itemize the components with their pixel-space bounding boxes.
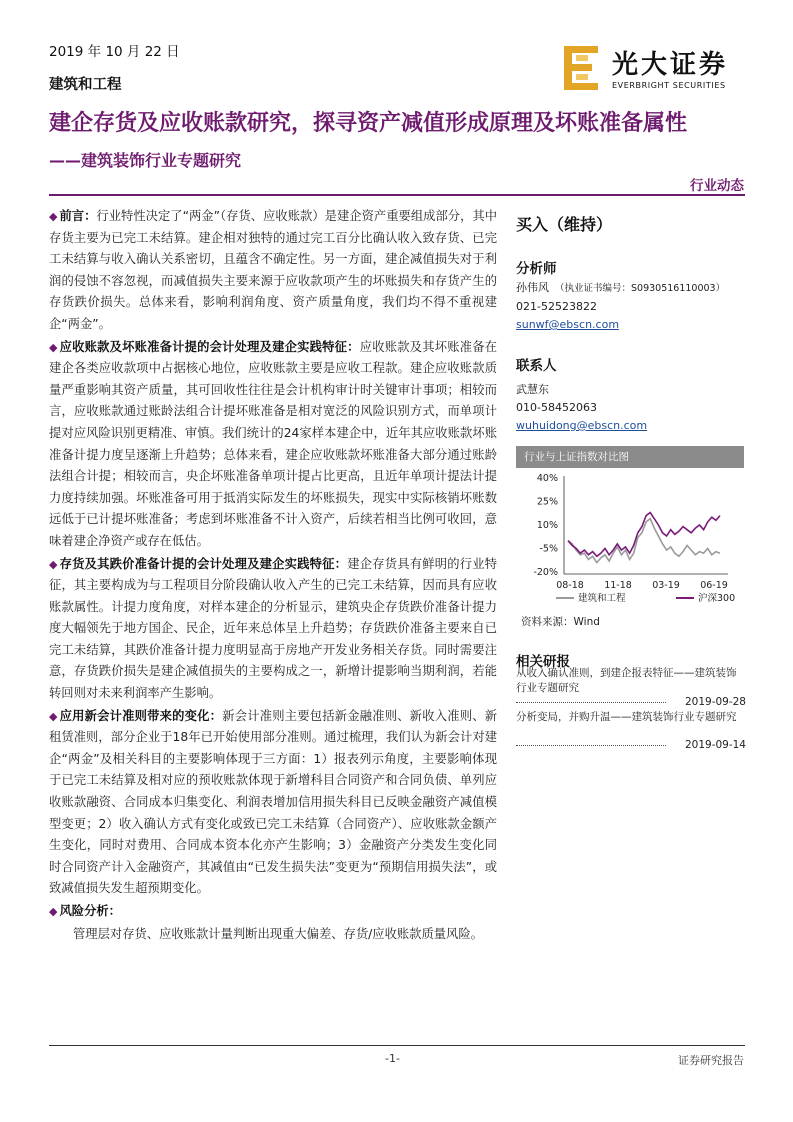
series-line [568,519,720,563]
related-item-title[interactable]: 分析变局，并购升温——建筑装饰行业专题研究 [516,711,737,723]
legend-label: 沪深300 [698,593,736,604]
report-title: 建企存货及应收账款研究，探寻资产减值形成原理及坏账准备属性 [49,111,688,136]
main-body [49,206,497,946]
contact-email-link[interactable]: wuhuidong@ebscn.com [516,419,648,432]
body-paragraph [49,706,497,900]
report-subtitle: ——建筑装饰行业专题研究 [49,151,242,170]
contact-heading: 联系人 [516,358,557,374]
diamond-icon: ◆ [49,557,58,571]
analyst-line [516,280,744,296]
related-heading: 相关研报 [516,654,570,670]
paragraph-lead: 应收账款及坏账准备计提的会计处理及建企实践特征： [59,339,360,354]
report-date: 2019 年 10 月 22 日 [49,44,180,60]
chart-title: 行业与上证指数对比图 [516,446,744,468]
series-line [568,513,720,557]
paragraph-lead: 风险分析： [59,904,121,918]
paragraph-text: 建企存货具有鲜明的行业特征，其主要构成为与工程项目分阶段确认收入产生的已完工未结算，因而具有应收账款属性。计提力度角度，对样本建企的分析显示，建筑央企存货跌价准备计提力度大幅领先于地方国企、民企，近年来总体呈上升趋势；存货跌价准备主要来自已完工未结算，其跌价准备计提力度明显高于房地产开发业务相关存货。同时需要注意，存货跌价损失是建企减值损失的主要构成之一，新增计提影响当期利润，若能转回则对未来利润率产生影响。 [49,556,497,701]
paragraph-lead: 应用新会计准则带来的变化： [59,708,223,723]
diamond-icon: ◆ [49,905,58,918]
related-date-text: 2019-09-28 [684,696,746,708]
brand-name-cn: 光大证券 [612,50,729,80]
brand-name-en: EVERBRIGHT SECURITIES [612,81,726,90]
related-item-date [516,739,746,751]
footer-divider [49,1045,745,1046]
rating: 买入（维持） [516,215,613,234]
y-tick-label: 25% [536,496,558,508]
body-paragraph [49,337,497,553]
leader-dots [516,702,666,703]
brand-mark-icon [558,44,604,92]
body-paragraph [49,901,497,923]
analyst-cert: （执业证书编号：S0930516110003） [555,283,726,294]
y-tick-label: 40% [536,473,558,484]
doc-type-label: 行业动态 [690,178,744,194]
comparison-chart [516,468,744,613]
legend-label: 建筑和工程 [578,593,626,604]
related-date-text: 2019-09-14 [684,739,746,751]
paragraph-text: 应收账款及其坏账准备在建企各类应收款项中占据核心地位，应收账款主要是应收工程款。建企应收账款质量严重影响其资产质量，其可回收性往往是会计机构审计时关键审计事项；相较而言，应收账款通过账龄法组合计提坏账准备是相对宽泛的风险识别方式，而单项计提对应风险识别更精准、审慎。我们统计的24家样本建企中，近年其应收账款坏账准备计提力度呈逐渐上升趋势；总体来看，建企应收账款坏账准备大部分通过账龄法组合计提；相较而言，央企坏账准备单项计提占比更高，且近年单项计提法计提力度持续加强。坏账准备可用于抵消实际发生的坏账损失，现实中实际核销坏账数远低于已计提坏账准备；考虑到坏账准备不计入资产，后续若相当比例可收回，意味着建企净资产或存在低估。 [49,339,497,548]
analyst-heading: 分析师 [516,261,557,277]
analyst-email-link[interactable]: sunwf@ebscn.com [516,318,620,331]
body-paragraph [49,206,497,336]
chart-container [516,446,744,636]
diamond-icon: ◆ [49,709,58,723]
diamond-icon: ◆ [49,340,58,354]
paragraph-text: 管理层对存货、应收账款计量判断出现重大偏差、存货/应收账款质量风险。 [73,926,483,941]
y-tick-label: 10% [536,520,558,531]
related-item-title[interactable]: 从收入确认准则，到建企报表特征——建筑装饰行业专题研究 [516,667,737,694]
page-number: -1- [385,1052,400,1065]
related-item-date [516,696,746,708]
y-tick-label: -5% [539,543,558,555]
footer-label: 证券研究报告 [678,1054,744,1067]
contact-phone: 010-58452063 [516,401,597,414]
body-paragraph [49,554,497,705]
x-tick-label: 03-19 [652,580,680,591]
paragraph-text: 新会计准则主要包括新金融准则、新收入准则、新租赁准则，部分企业于18年已开始使用部分准则。通过梳理，我们认为新会计对建企“两金”及相关科目的主要影响体现于三方面：1）报表列示角度，主要影响体现于已完工未结算及相对应的预收账款体现于新增科目合同资产和合同负债、单列应收账款融资、合同成本归集变化、利润表增加信用损失科目已反映金融资产减值模型变更；2）收入确认方式有变化或致已完工未结算（合同资产）、应收账款金额产生变化，同时对费用、合同成本资本化亦产生影响；3）金融资产分类发生变化同时合同资产计入金融资产，其减值由“已发生损失法”变更为“预期信用损失法”，或致减值损失发生超预期变化。 [49,708,497,896]
chart-source: 资料来源：Wind [521,616,600,628]
brand-logo [558,44,743,92]
analyst-name: 孙伟风 [516,281,549,294]
x-tick-label: 08-18 [556,580,584,591]
x-tick-label: 11-18 [604,580,632,591]
paragraph-text: 行业特性决定了“两金”（存货、应收账款）是建企资产重要组成部分，其中存货主要为已完工未结算。建企相对独特的通过完工百分比确认收入致存货、已完工未结算与收入确认关系密切，且蕴含不确定性。另一方面，建企减值损失对于利润的侵蚀不容忽视，而减值损失主要来源于应收款项产生的坏账损失和存货产生的存货跌价损失。总体来看，影响利润角度、资产质量角度，我们均不得不重视建企“两金”。 [49,209,497,331]
x-tick-label: 06-19 [700,580,728,591]
contact-name: 武慧东 [516,383,549,396]
paragraph-lead: 前言： [59,209,97,223]
y-tick-label: -20% [533,567,558,578]
leader-dots [516,745,666,746]
sidebar [516,206,744,433]
header-divider [49,194,745,196]
sector-label: 建筑和工程 [49,77,122,93]
analyst-phone: 021-52523822 [516,300,597,313]
body-paragraph [49,924,497,946]
diamond-icon: ◆ [49,210,58,223]
paragraph-lead: 存货及其跌价准备计提的会计处理及建企实践特征： [59,556,348,571]
